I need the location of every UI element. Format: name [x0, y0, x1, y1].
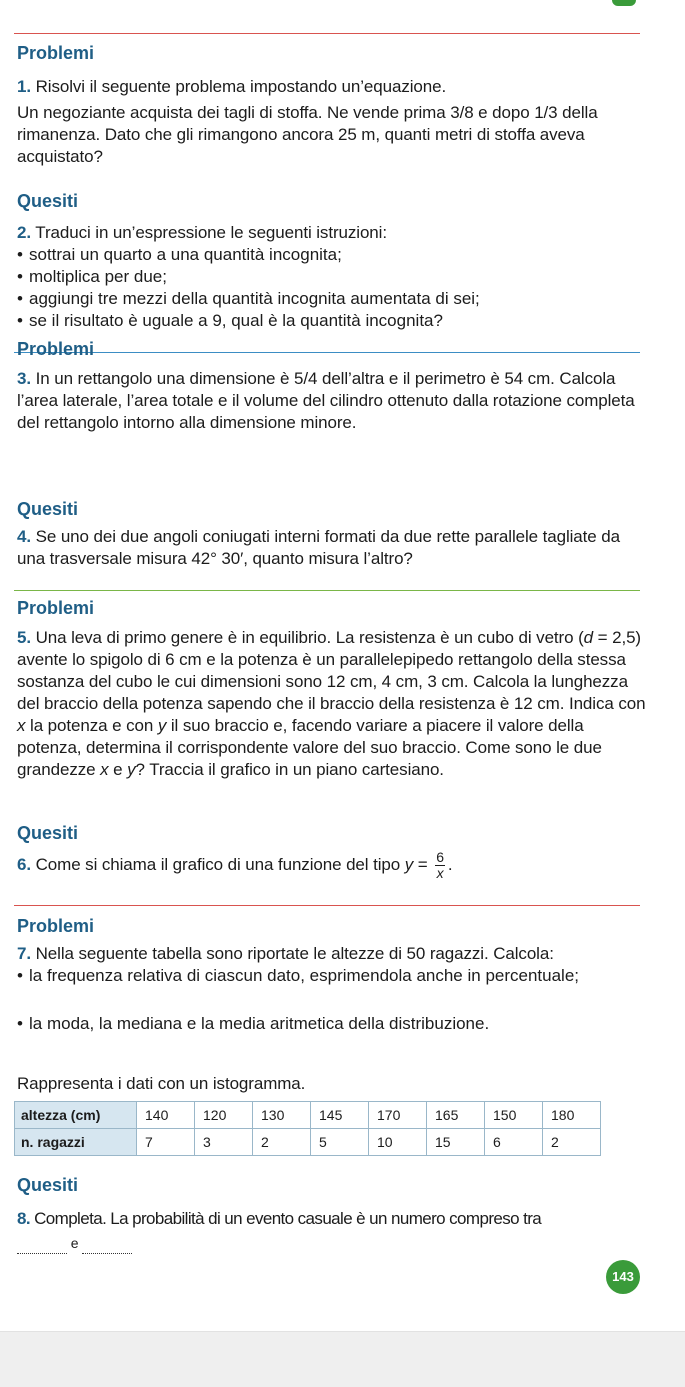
section-title: Problemi — [17, 598, 95, 618]
section-question-2 — [17, 190, 647, 332]
section-title: Problemi — [17, 43, 95, 63]
list-item: • aggiungi tre mezzi della quantità incognita aumentata di sei; — [17, 289, 480, 308]
fraction: $\frac{6}{x}$ — [436, 849, 444, 881]
section-problem-1 — [17, 42, 647, 168]
exercise-number: 3. — [17, 369, 31, 388]
section-problem-7: Problemi 7. Nella seguente tabella sono riportate le altezze di 50 ragazzi. Calcola: • la frequenza relativa di ciascun dato, esprimendola anche in percentuale; • la moda, la mediana e la media aritmetica della distribuzione. Rappresenta i dati con un istogramma. — [17, 915, 647, 1095]
exercise-number: 8. — [17, 1209, 30, 1228]
bottom-bar — [0, 1331, 685, 1387]
section-divider — [14, 590, 640, 591]
section-title: Quesiti — [17, 823, 79, 843]
list-item: • se il risultato è uguale a 9, qual è la quantità incognita? — [17, 311, 443, 330]
section-divider — [14, 33, 640, 34]
section-question-4 — [17, 498, 647, 570]
exercise-text: In un rettangolo una dimensione è 5/4 dell’altra e il perimetro è 54 cm. Calcola l’area laterale, l’area totale e il volume del cilindro ottenuto dalla rotazione completa del rettangolo intorno alla dimensione minore. — [17, 369, 635, 432]
section-problem-5: Problemi 5. Una leva di primo genere è in equilibrio. La resistenza è un cubo di vetro (d = 2,5) avente lo spigolo di 6 cm e la potenza è un parallelepipedo rettangolo della stessa sostanza del cubo le cui dimensioni sono 12 cm, 4 cm, 3 cm. Calcola la lunghezza del braccio della potenza sapendo che il braccio della resistenza è 12 cm. Indica con x la potenza e con y il suo braccio e, facendo variare a piacere il valore della potenza, determina il corrispondente valore del suo braccio. Come sono le due grandezze x e y? Traccia il grafico in un piano cartesiano. — [17, 598, 646, 779]
list-item: • sottrai un quarto a una quantità incognita; — [17, 245, 342, 264]
exercise-text: Un negoziante acquista dei tagli di stoffa. Ne vende prima 3/8 e dopo 1/3 della rimanenza. Dato che gli rimangono ancora 25 m, quanti metri di stoffa aveva acquistato? — [17, 103, 598, 166]
heights-table — [14, 1101, 601, 1156]
page-number-badge: 143 — [606, 1260, 640, 1294]
section-title: Problemi — [17, 339, 95, 359]
exercise-number: 2. — [17, 223, 31, 242]
answer-blank[interactable] — [17, 1239, 67, 1254]
exercise-text: Se uno dei due angoli coniugati interni formati da due rette parallele tagliate da una trasversale misura 42° 30′, quanto misura l’altro? — [17, 527, 620, 568]
section-problem-3 — [17, 338, 647, 434]
section-title: Quesiti — [17, 191, 79, 211]
list-item: • la moda, la mediana e la media aritmetica della distribuzione. — [17, 1014, 490, 1033]
list-item: • moltiplica per due; — [17, 267, 167, 286]
section-title: Quesiti — [17, 499, 79, 519]
list-item: • la frequenza relativa di ciascun dato, esprimendola anche in percentuale; — [17, 966, 580, 985]
exercise-number: 6. — [17, 854, 31, 874]
exercise-text: Risolvi il seguente problema impostando un’equazione. — [30, 77, 447, 96]
exercise-number: 5. — [17, 628, 31, 647]
table-row: altezza (cm) 140 120 130 145 170 165 150 180 — [15, 1102, 601, 1129]
exercise-text: Traduci in un’espressione le seguenti istruzioni: — [30, 223, 387, 242]
exercise-number: 4. — [17, 527, 31, 546]
section-title: Quesiti — [17, 1175, 79, 1195]
exercise-number: 1. — [17, 77, 31, 96]
section-divider — [14, 905, 640, 906]
section-question-6: Quesiti 6. Come si chiama il grafico di una funzione del tipo y = $\frac{6}{x}$ . — [17, 822, 647, 881]
section-question-8: Quesiti 8. Completa. La probabilità di un evento casuale è un numero compreso tra e — [17, 1174, 647, 1254]
exercise-number: 7. — [17, 944, 31, 963]
top-corner-tab — [612, 0, 636, 6]
exercise-text: Rappresenta i dati con un istogramma. — [17, 1074, 306, 1093]
answer-blank[interactable] — [82, 1239, 132, 1254]
table-row: n. ragazzi 7 3 2 5 10 15 6 2 — [15, 1129, 601, 1156]
section-title: Problemi — [17, 916, 95, 936]
